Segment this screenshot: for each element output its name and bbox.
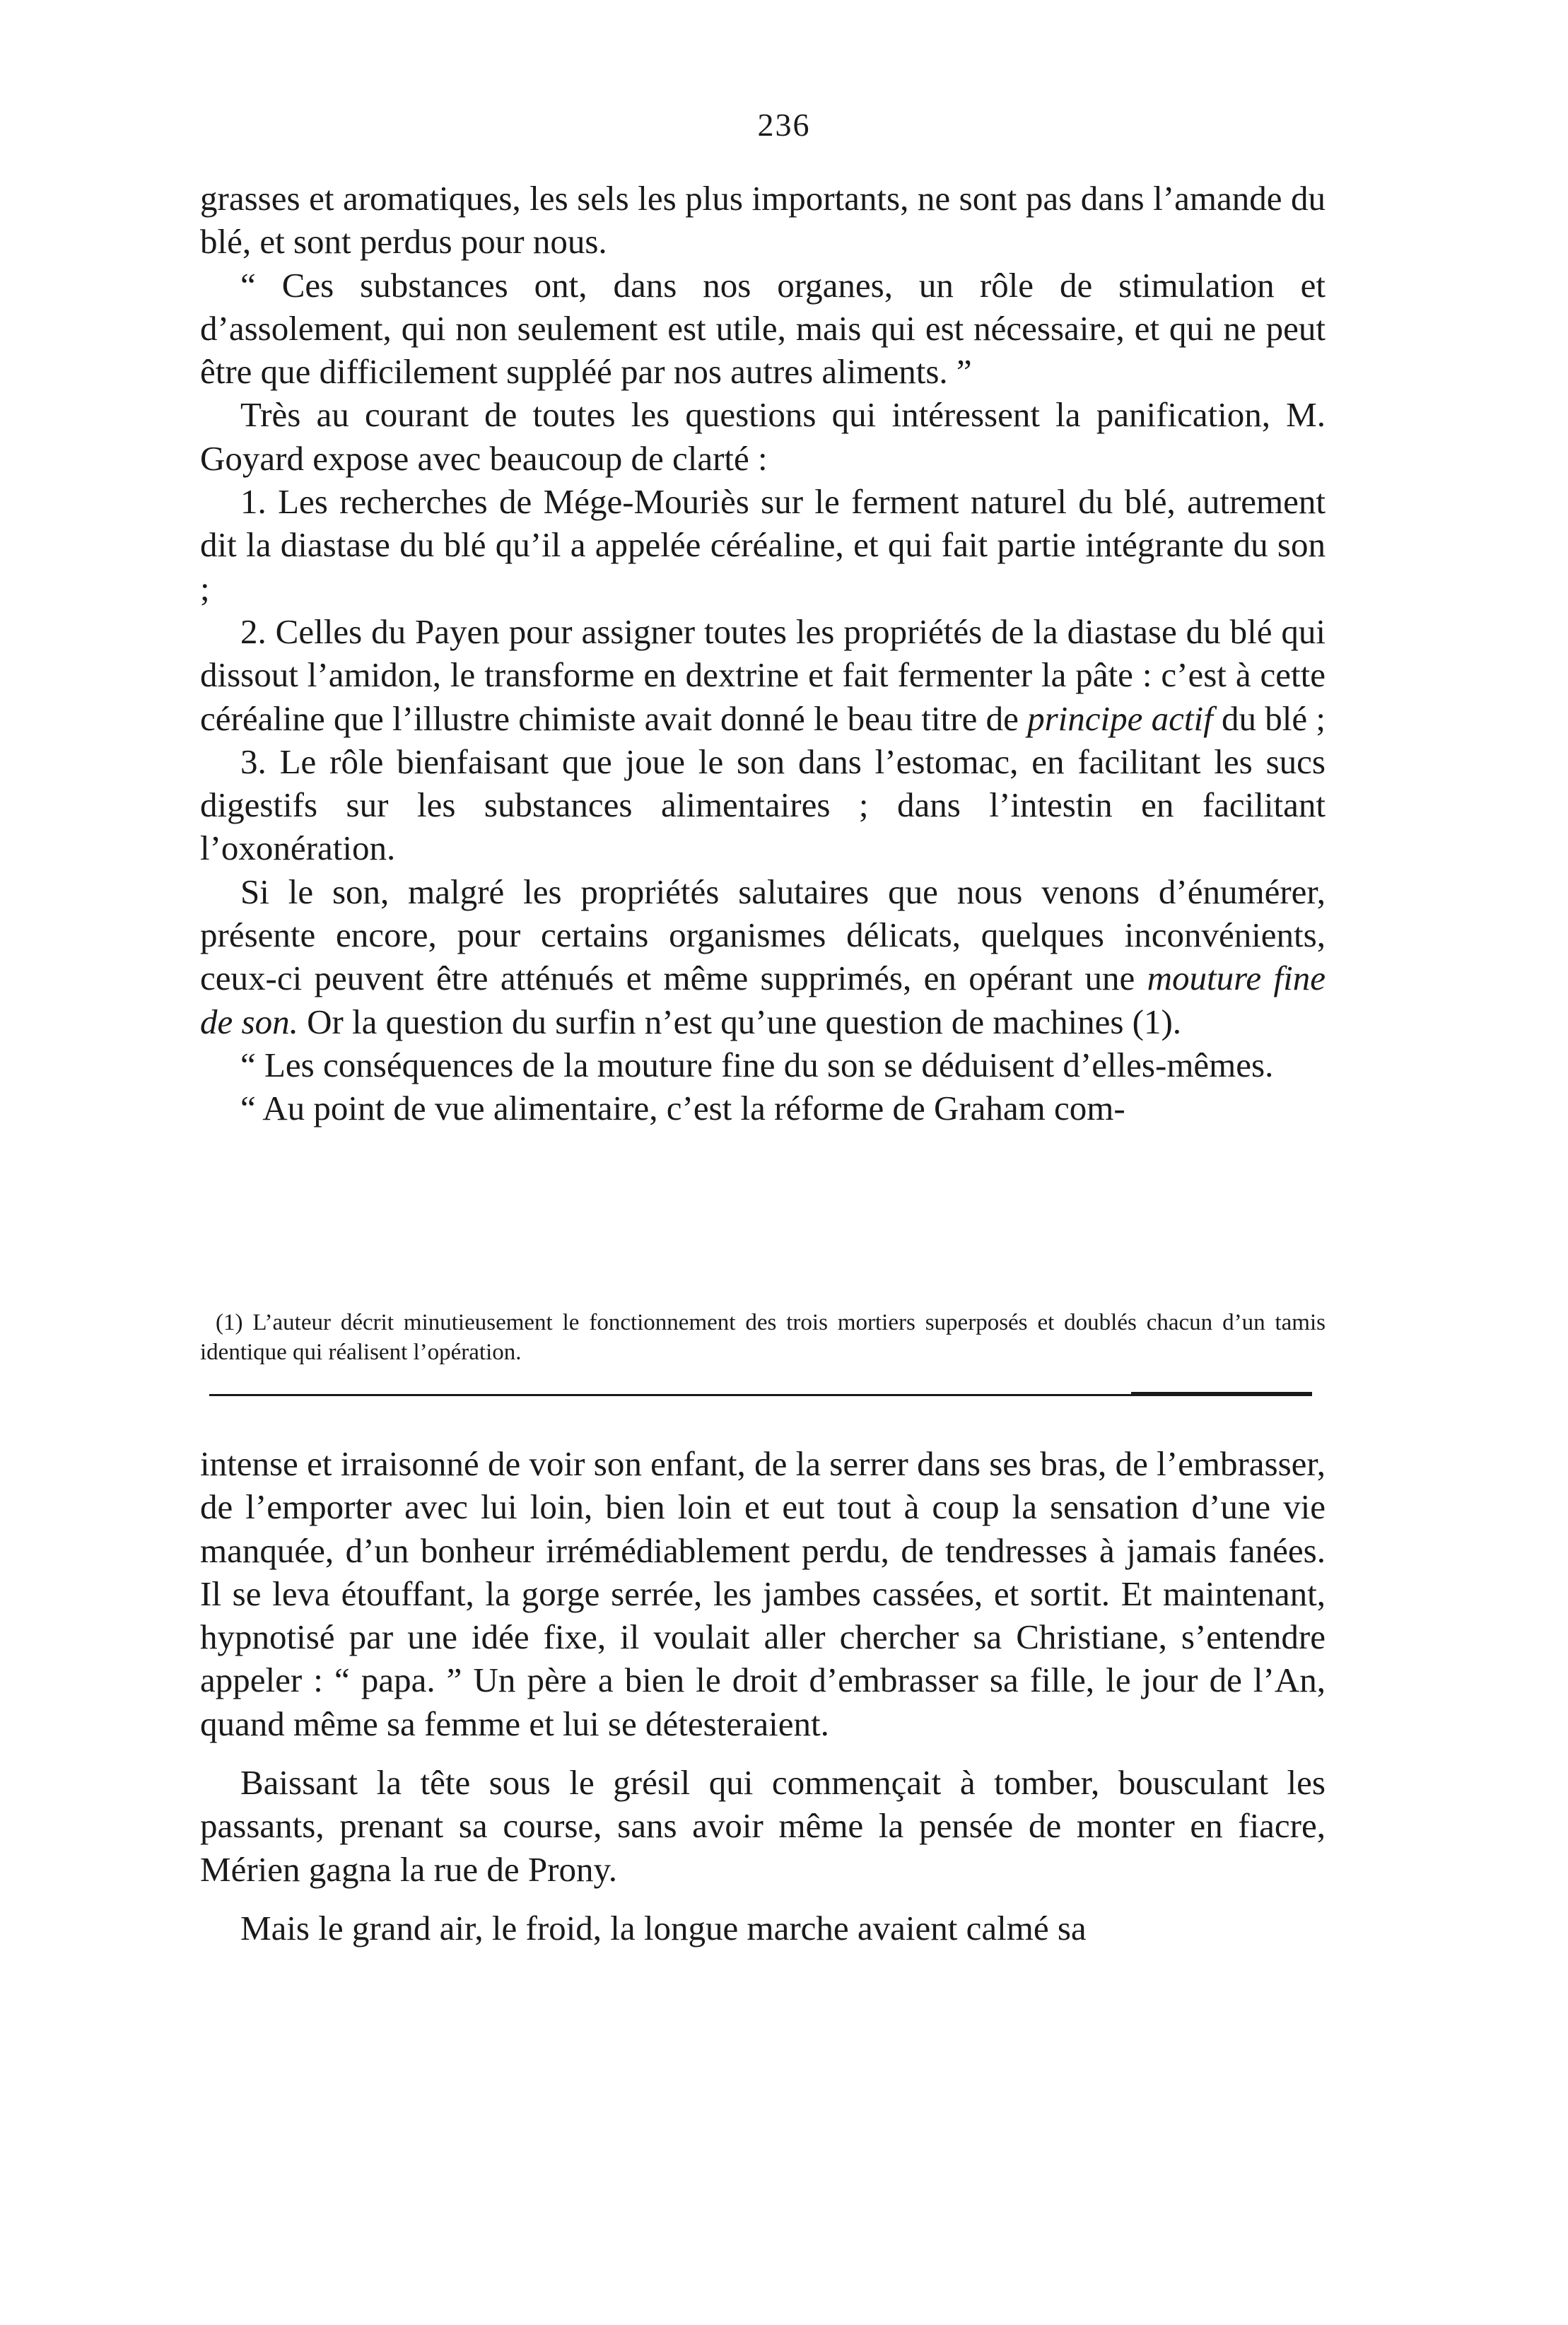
paragraph-text: Or la question du surfin n’est qu’une question de machines (1). <box>298 1002 1182 1041</box>
italic-phrase: mouture fine de son. <box>200 959 1326 1041</box>
paragraph: grasses et aromatiques, les sels les plus importants, ne sont pas dans l’amande du blé, et sont perdus pour nous. <box>200 179 1326 262</box>
list-item-text: du blé ; <box>1212 698 1326 738</box>
paragraph <box>200 870 1326 1043</box>
article-column <box>200 177 1326 1130</box>
list-item: 1. Les recherches de Mége-Mouriès sur le ferment naturel du blé, autrement dit la diastase du blé qu’il a appelée céréaline, et qui fait partie intégrante du son ; <box>200 482 1326 608</box>
footnote-block <box>200 1308 1326 1367</box>
list-item-text: 2. Celles du Payen pour assigner toutes les propriétés de la diastase du blé qui dissout l’amidon, le transforme en dextrine et fait fermenter la pâte : c’est à cette céréaline que l’illustre chimiste avait donné le beau titre de <box>200 611 1326 738</box>
paragraph: intense et irraisonné de voir son enfant, de la serrer dans ses bras, de l’embrasser, de l’emporter avec lui loin, bien loin et eut tout à coup la sensation d’une vie manquée, d’un bonheur irrémédiablement perdu, de tendresses à jamais fanées. Il se leva étouffant, la gorge serrée, les jambes cassées, et sortit. Et maintenant, hypnotisé par une idée fixe, il voulait aller chercher sa Christiane, s’entendre appeler : “ papa. ” Un père a bien le droit d’embrasser sa fille, le jour de l’An, quand même sa femme et lui se détesteraient. <box>200 1444 1326 1743</box>
paragraph: Très au courant de toutes les questions qui intéressent la panification, M. Goyard expose avec beaucoup de clarté : <box>200 395 1326 478</box>
footnote: (1) L’auteur décrit minutieusement le fonctionnement des trois mortiers superposés et doublés chacun d’un tamis identique qui réalisent l’opération. <box>200 1310 1326 1365</box>
paragraph: Mais le grand air, le froid, la longue marche avaient calmé sa <box>240 1908 1087 1948</box>
paragraph: Baissant la tête sous le grésil qui commençait à tomber, bousculant les passants, prenant sa course, sans avoir même la pensée de monter en fiacre, Mérien gagna la rue de Prony. <box>200 1763 1326 1889</box>
quote-paragraph: “ Ces substances ont, dans nos organes, un rôle de stimulation et d’assolement, qui non seulement est utile, mais qui est nécessaire, et qui ne peut être que difficilement suppléé par nos autres aliments. ” <box>200 265 1326 392</box>
section-divider-accent <box>1131 1392 1312 1395</box>
paragraph-text: Si le son, malgré les propriétés salutaires que nous venons d’énumérer, présente encore, pour certains organismes délicats, quelques inconvénients, ceux-ci peuvent être atténués et même supprimés, en opérant une <box>200 872 1326 998</box>
story-column <box>200 1442 1326 1950</box>
italic-phrase: principe actif <box>1027 698 1213 738</box>
quote-paragraph: “ Les conséquences de la mouture fine du son se déduisent d’elles-mêmes. <box>240 1045 1274 1084</box>
quote-paragraph: “ Au point de vue alimentaire, c’est la réforme de Graham com- <box>240 1089 1125 1128</box>
list-item <box>200 610 1326 740</box>
list-item: 3. Le rôle bienfaisant que joue le son dans l’estomac, en facilitant les sucs digestifs sur les substances alimentaires ; dans l’intestin en facilitant l’oxonération. <box>200 742 1326 868</box>
page-number: 236 <box>757 107 811 143</box>
